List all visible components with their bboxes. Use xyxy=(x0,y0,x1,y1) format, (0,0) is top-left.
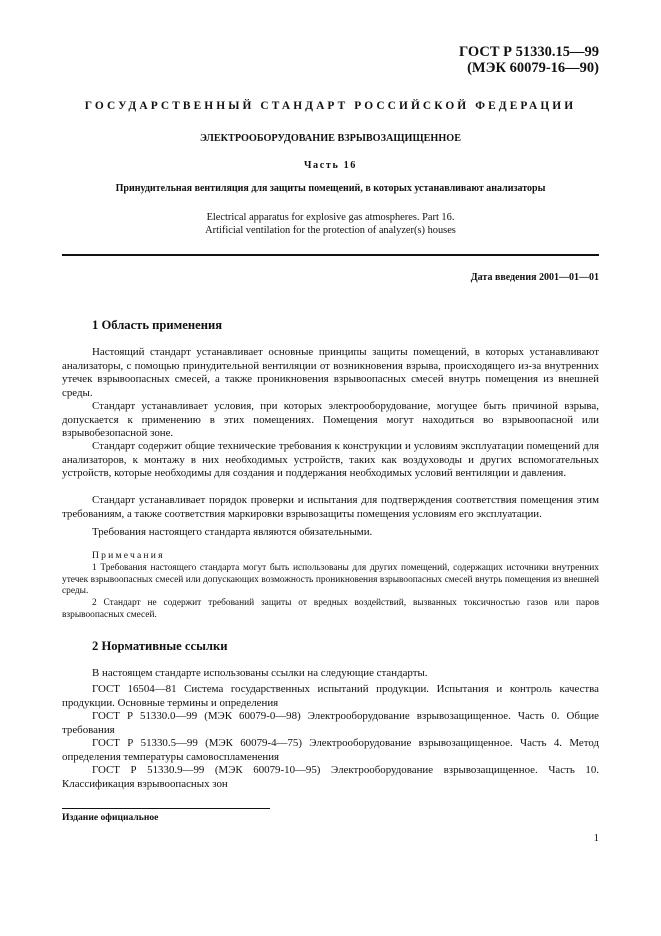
reference-item: ГОСТ Р 51330.9—99 (МЭК 60079-10—95) Электрооборудование взрывозащищенное. Часть 10. Классификация взрывоопасных зон xyxy=(62,764,599,790)
page-number: 1 xyxy=(593,832,599,844)
reference-item: ГОСТ Р 51330.0—99 (МЭК 60079-0—98) Электрооборудование взрывозащищенное. Часть 0. Общие требования xyxy=(62,710,599,736)
reference-item: ГОСТ Р 51330.5—99 (МЭК 60079-4—75) Электрооборудование взрывозащищенное. Часть 4. Метод определения температуры самовоспламенения xyxy=(62,737,599,763)
english-title-line2: Artificial ventilation for the protection of analyzer(s) houses xyxy=(205,225,456,236)
official-edition-label: Издание официальное xyxy=(62,812,159,823)
standard-code-line1: ГОСТ Р 51330.15—99 xyxy=(459,44,599,60)
reference-item: ГОСТ 16504—81 Система государственных испытаний продукции. Испытания и контроль качества продукции. Основные термины и определения xyxy=(62,683,599,709)
english-title xyxy=(62,211,599,237)
section-1-paragraph: Стандарт содержит общие технические требования к конструкции и условиям эксплуатации помещений для анализаторов, к монтажу в них необходимых устройств, таких как воздуховоды и других вспомогательных устройств, которые необходимы для создания и поддержания необходимых условий вентиляции и давления. xyxy=(62,440,599,480)
notes-heading: Примечания xyxy=(92,550,165,561)
introduction-date: Дата введения 2001—01—01 xyxy=(470,272,599,283)
section-1-paragraph: Стандарт устанавливает порядок проверки и испытания для подтверждения соответствия помещения этим требованиям, а также соответствия маркировки взрывозащиты помещения условиям его эксплуатации. xyxy=(62,494,599,520)
document-subtitle: Принудительная вентиляция для защиты помещений, в которых устанавливают анализаторы xyxy=(115,183,546,194)
section-1-paragraph: Настоящий стандарт устанавливает основные принципы защиты помещений, в которых устанавливают анализаторы, с помощью принудительной вентиляции от возникновения взрыва, происходящего из-за внутренних утечек взрывоопасных смесей, а также проникновения взрывоопасных смесей внутрь помещения из внешней среды. xyxy=(62,346,599,399)
part-number: Часть 16 xyxy=(303,160,358,171)
section-1-paragraph: Требования настоящего стандарта являются обязательными. xyxy=(92,526,373,538)
note-item: 2 Стандарт не содержит требований защиты от вредных воздействий, вызванных токсичностью газов или паров взрывоопасных смесей. xyxy=(62,598,599,620)
header-divider xyxy=(62,254,599,256)
section-1-paragraph: Стандарт устанавливает условия, при которых электрооборудование, могущее быть причиной взрыва, допускается к применению в этих помещениях. Помещения могут находиться во взрывоопасной или взрывобезопасной зоне. xyxy=(62,400,599,440)
section-2-paragraph: В настоящем стандарте использованы ссылки на следующие стандарты. xyxy=(92,667,428,679)
standard-code xyxy=(459,44,599,76)
english-title-line1: Electrical apparatus for explosive gas atmospheres. Part 16. xyxy=(206,212,455,223)
note-item: 1 Требования настоящего стандарта могут быть использованы для других помещений, содержащих источники внутренних утечек взрывоопасных смесей или допускающих возможность проникновения взрывоопасных смесей внутрь помещения из внешней среды. xyxy=(62,563,599,597)
section-2-heading: 2 Нормативные ссылки xyxy=(92,639,228,653)
section-1-heading: 1 Область применения xyxy=(92,318,223,332)
standard-code-line2: (МЭК 60079-16—90) xyxy=(467,60,599,76)
document-title: ЭЛЕКТРООБОРУДОВАНИЕ ВЗРЫВОЗАЩИЩЕННОЕ xyxy=(200,133,461,144)
state-standard-title: ГОСУДАРСТВЕННЫЙ СТАНДАРТ РОССИЙСКОЙ ФЕДЕРАЦИИ xyxy=(84,100,577,112)
footer-divider xyxy=(62,808,270,809)
